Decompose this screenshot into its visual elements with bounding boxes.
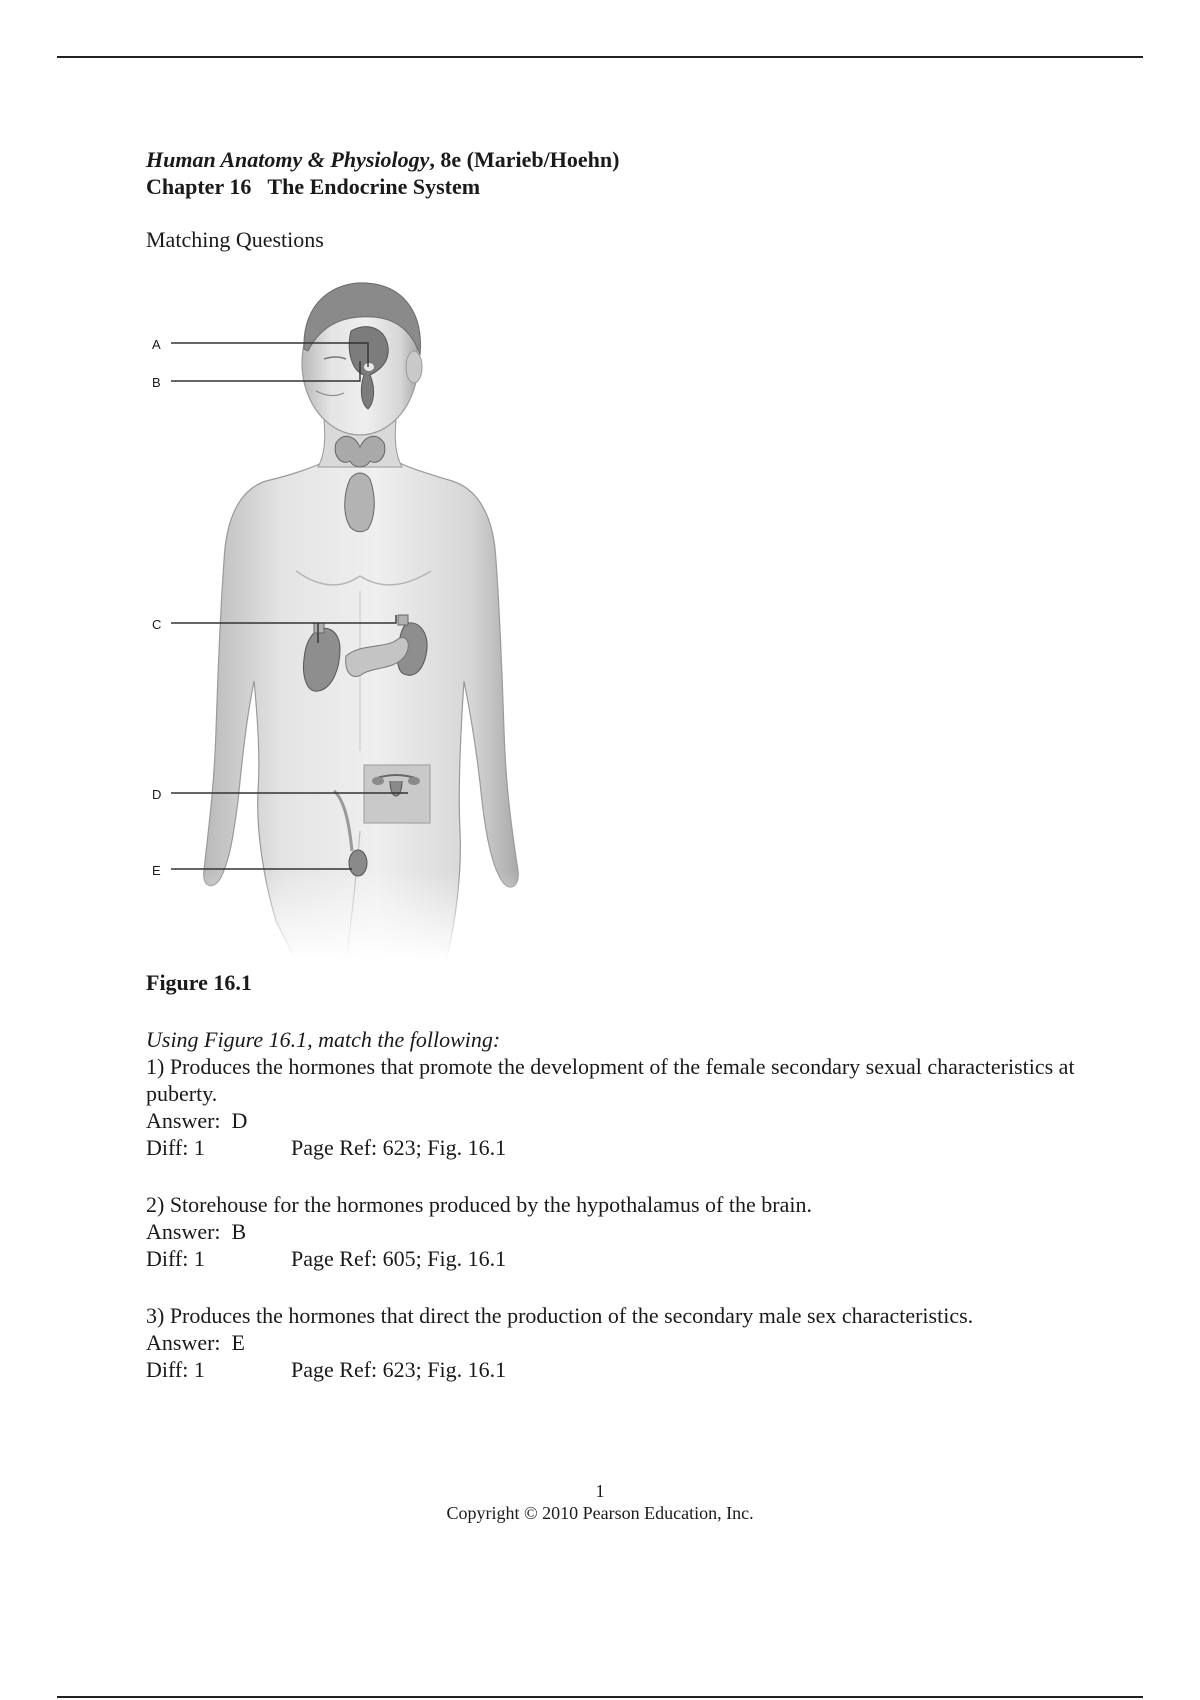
meta-row [146, 1356, 1106, 1383]
figure-label-c: C [152, 617, 162, 632]
figure-caption: Figure 16.1 [146, 970, 252, 995]
question-text: 1) Produces the hormones that promote the development of the female secondary sexual characteristics at puberty. [146, 1054, 1075, 1106]
chapter-title: Chapter 16 The Endocrine System [146, 174, 481, 199]
section-title: Matching Questions [146, 227, 324, 252]
question-text: 2) Storehouse for the hormones produced by the hypothalamus of the brain. [146, 1192, 812, 1217]
bottom-rule [57, 1696, 1143, 1698]
question-1 [146, 1053, 1106, 1161]
question-text: 3) Produces the hormones that direct the production of the secondary male sex characteristics. [146, 1303, 974, 1328]
meta-row [146, 1245, 1106, 1272]
thymus-gland [345, 473, 375, 532]
answer: Answer: B [146, 1219, 247, 1244]
question-3 [146, 1302, 1106, 1383]
figure-label-a: A [152, 337, 161, 352]
endocrine-figure-illustration [146, 271, 576, 961]
instructions: Using Figure 16.1, match the following: [146, 1027, 501, 1052]
top-rule [57, 56, 1143, 58]
page-number: 1 [595, 1481, 605, 1501]
figure-label-e: E [152, 863, 161, 878]
copyright: Copyright © 2010 Pearson Education, Inc. [446, 1503, 754, 1523]
figure-label-b: B [152, 375, 161, 390]
document-page [146, 146, 1106, 1383]
book-title-italic: Human Anatomy & Physiology [146, 147, 430, 172]
question-2 [146, 1191, 1106, 1272]
book-title-edition: , 8e (Marieb/Hoehn) [429, 147, 620, 172]
difficulty: Diff: 1 [146, 1246, 205, 1271]
meta-row [146, 1134, 1106, 1161]
page-ref: Page Ref: 605; Fig. 16.1 [291, 1246, 507, 1271]
book-title [146, 146, 1106, 173]
figure-label-d: D [152, 787, 162, 802]
answer: Answer: E [146, 1330, 245, 1355]
page-ref: Page Ref: 623; Fig. 16.1 [291, 1357, 507, 1382]
endocrine-figure [146, 271, 576, 961]
difficulty: Diff: 1 [146, 1135, 205, 1160]
difficulty: Diff: 1 [146, 1357, 205, 1382]
ovary-inset [364, 765, 430, 823]
answer: Answer: D [146, 1108, 248, 1133]
page-ref: Page Ref: 623; Fig. 16.1 [291, 1135, 507, 1160]
page-footer [0, 1480, 1200, 1524]
